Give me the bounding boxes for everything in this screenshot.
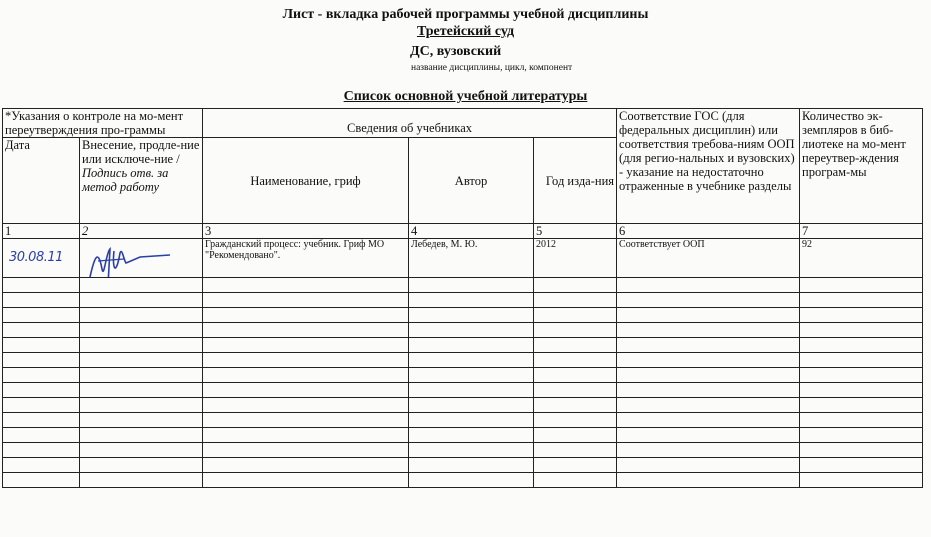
- empty-row: [3, 338, 923, 353]
- row-signature: [80, 239, 203, 278]
- column-numbers-row: [3, 224, 923, 239]
- column-number: 4: [409, 224, 534, 239]
- literature-list-title: Список основной учебной литературы: [343, 89, 588, 104]
- row-author: Лебедев, М. Ю.: [409, 239, 534, 278]
- column-number: 1: [3, 224, 80, 239]
- literature-table: [2, 108, 923, 488]
- empty-row: [3, 458, 923, 473]
- column-number: 7: [800, 224, 923, 239]
- header-count: Количество эк-земпляров в биб-лиотеке на мо-мент переутвер-ждения програм-мы: [800, 109, 923, 224]
- header-name: Наименование, гриф: [203, 138, 409, 224]
- table-row: [3, 239, 923, 278]
- column-number: 5: [534, 224, 617, 239]
- empty-row: [3, 368, 923, 383]
- row-count: 92: [800, 239, 923, 278]
- row-name: Гражданский процесс: учебник. Гриф МО "Рекомендовано".: [203, 239, 409, 278]
- row-year: 2012: [534, 239, 617, 278]
- column-number: 3: [203, 224, 409, 239]
- signature-icon: [80, 239, 200, 278]
- header-author: Автор: [409, 138, 534, 224]
- empty-row: [3, 308, 923, 323]
- empty-row: [3, 428, 923, 443]
- empty-row: [3, 323, 923, 338]
- header-control: *Указания о контроле на мо-мент переутверждения про-граммы: [3, 109, 203, 138]
- header-change: Внесение, продле-ние или исключе-ние / Подпись отв. за метод работу: [80, 138, 203, 224]
- empty-row: [3, 443, 923, 458]
- empty-row: [3, 383, 923, 398]
- header-gos: Соответствие ГОС (для федеральных дисциплин) или соответствия требова-ниям ООП (для регио-нальных и вузовских) - указание на недостаточно отраженные в учебнике разделы: [617, 109, 800, 224]
- column-number: 6: [617, 224, 800, 239]
- column-number: 2: [80, 224, 203, 239]
- empty-row: [3, 473, 923, 488]
- empty-row: [3, 398, 923, 413]
- discipline-name: Третейский суд: [416, 24, 515, 39]
- row-compliance: Соответствует ООП: [617, 239, 800, 278]
- header-books: Сведения об учебниках: [203, 109, 617, 138]
- empty-row: [3, 413, 923, 428]
- header-year: Год изда-ния: [534, 138, 617, 224]
- discipline-cycle: ДС, вузовский: [410, 44, 502, 59]
- empty-row: [3, 278, 923, 293]
- discipline-caption: название дисциплины, цикл, компонент: [411, 63, 573, 73]
- row-date: [3, 239, 80, 278]
- handwritten-date: 30.08.11: [9, 250, 63, 265]
- header-date: Дата: [3, 138, 80, 224]
- form-title: Лист - вкладка рабочей программы учебной дисциплины: [282, 7, 649, 22]
- empty-row: [3, 293, 923, 308]
- empty-row: [3, 353, 923, 368]
